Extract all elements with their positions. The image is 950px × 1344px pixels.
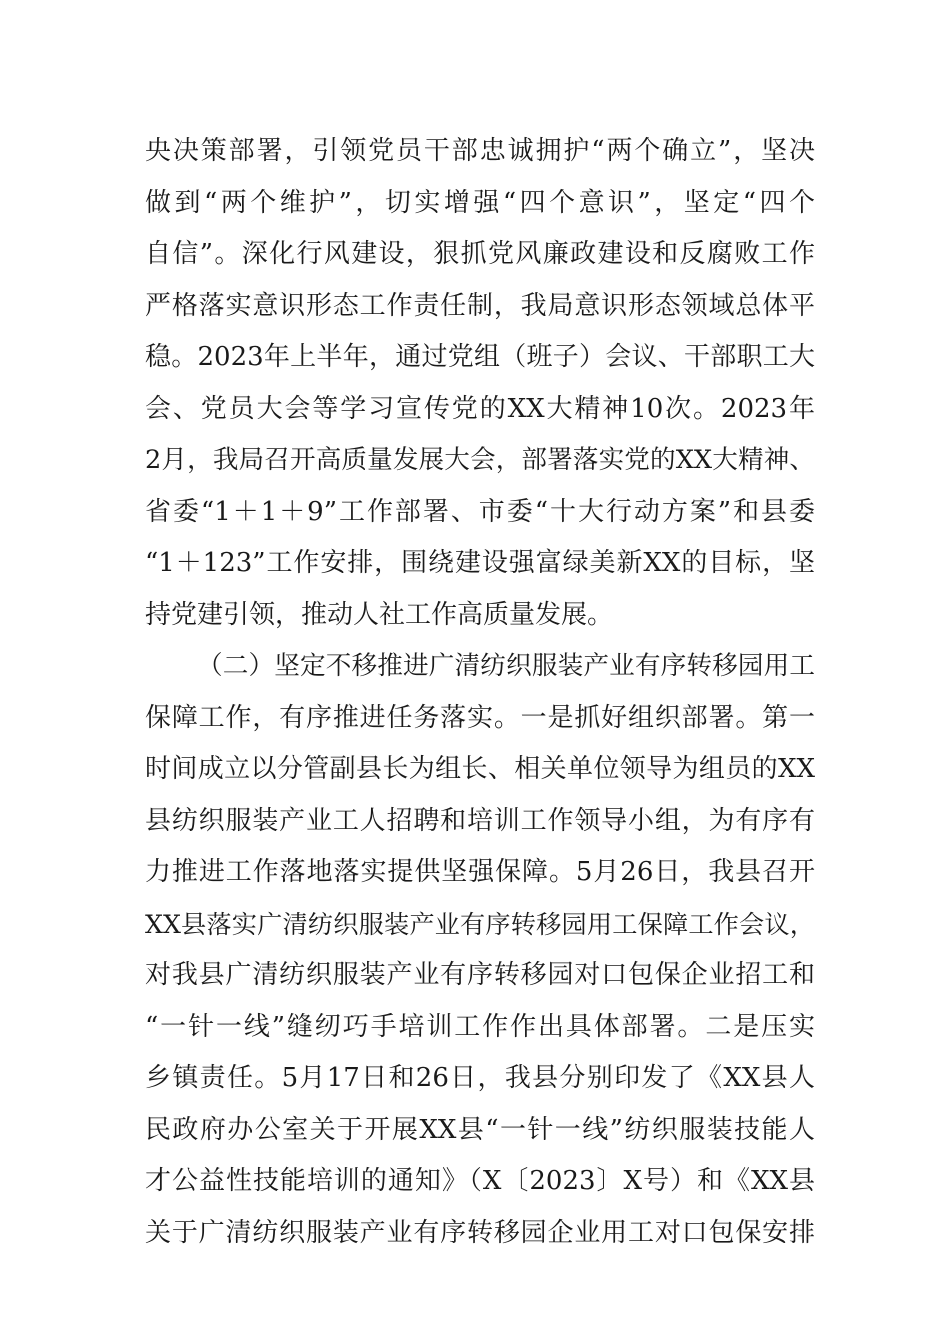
text-line: 省委“1＋1＋9”工作部署、市委“十大行动方案”和县委 bbox=[145, 496, 815, 527]
text-line: 自信”。深化行风建设，狠抓党风廉政建设和反腐败工作 bbox=[145, 239, 815, 269]
text-line: 央决策部署，引领党员干部忠诚拥护“两个确立”，坚决 bbox=[145, 136, 815, 166]
text-line: 2月，我局召开高质量发展大会，部署落实党的XX大精神、 bbox=[145, 445, 815, 475]
text-line: 严格落实意识形态工作责任制，我局意识形态领域总体平 bbox=[145, 290, 815, 321]
text-line: 对我县广清纺织服装产业有序转移园对口包保企业招工和 bbox=[145, 960, 815, 990]
paragraph-first-line: （二）坚定不移推进广清纺织服装产业有序转移园用工 bbox=[197, 651, 815, 681]
text-line: “一针一线”缝纫巧手培训工作作出具体部署。二是压实 bbox=[145, 1011, 815, 1042]
paragraph-end-line: 持党建引领，推动人社工作高质量发展。 bbox=[145, 599, 614, 630]
text-line: 乡镇责任。5月17日和26日，我县分别印发了《XX县人 bbox=[145, 1063, 815, 1093]
text-line: 做到“两个维护”，切实增强“四个意识”，坚定“四个 bbox=[145, 187, 815, 218]
text-line: 会、党员大会等学习宣传党的XX大精神10次。2023年 bbox=[145, 393, 815, 424]
text-line: 关于广清纺织服装产业有序转移园企业用工对口包保安排 bbox=[145, 1217, 815, 1248]
text-line: XX县落实广清纺织服装产业有序转移园用工保障工作会议， bbox=[145, 909, 815, 939]
text-line: 才公益性技能培训的通知》（X〔2023〕X号）和《XX县 bbox=[145, 1166, 815, 1196]
text-line: 时间成立以分管副县长为组长、相关单位领导为组员的XX bbox=[145, 754, 815, 784]
body-text bbox=[145, 126, 815, 1259]
text-line: 县纺织服装产业工人招聘和培训工作领导小组，为有序有 bbox=[145, 805, 815, 836]
text-line: “1＋123”工作安排，围绕建设强富绿美新XX的目标，坚 bbox=[145, 548, 815, 578]
text-line: 民政府办公室关于开展XX县“一针一线”纺织服装技能人 bbox=[145, 1114, 815, 1145]
text-line: 稳。2023年上半年，通过党组（班子）会议、干部职工大 bbox=[145, 342, 815, 372]
text-line: 保障工作，有序推进任务落实。一是抓好组织部署。第一 bbox=[145, 702, 815, 733]
text-line: 力推进工作落地落实提供坚强保障。5月26日，我县召开 bbox=[145, 857, 815, 887]
